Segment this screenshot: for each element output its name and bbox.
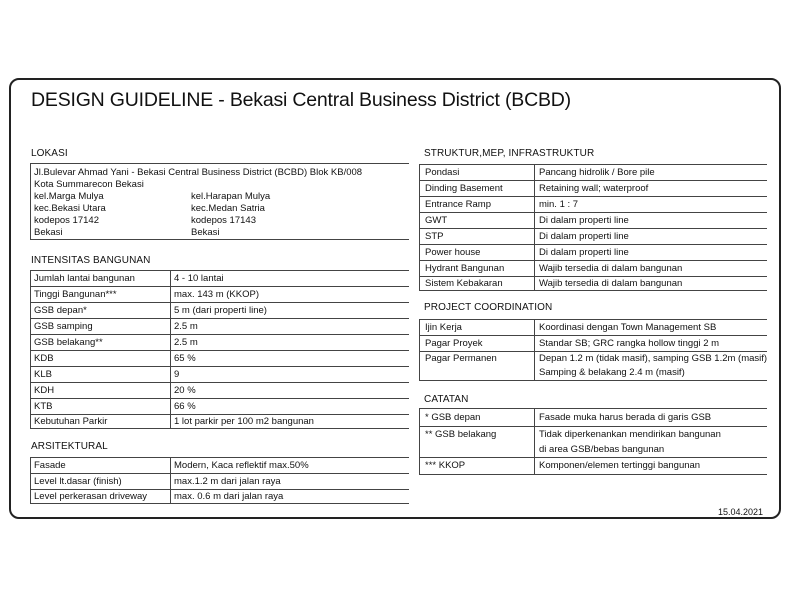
- table-cell-value: max.1.2 m dari jalan raya: [174, 476, 281, 487]
- table-cell-value: di area GSB/bebas bangunan: [539, 444, 665, 455]
- table-cell-label: Pagar Permanen: [425, 353, 497, 364]
- table-cell-label: KLB: [34, 369, 52, 380]
- table-cell-value: 2.5 m: [174, 337, 198, 348]
- table-cell-value: Komponen/elemen tertinggi bangunan: [539, 460, 701, 471]
- table-cell-value: max. 143 m (KKOP): [174, 289, 259, 300]
- table-cell-value: 1 lot parkir per 100 m2 bangunan: [174, 416, 314, 427]
- table-cell-label: Ijin Kerja: [425, 322, 462, 333]
- arsitektural-heading: ARSITEKTURAL: [31, 441, 108, 452]
- table-cell-value: Depan 1.2 m (tidak masif), samping GSB 1.2m (masif): [539, 353, 768, 364]
- table-cell-value: 65 %: [174, 353, 196, 364]
- project-heading: PROJECT COORDINATION: [424, 302, 553, 313]
- table-cell-label: Hydrant Bangunan: [425, 263, 505, 274]
- table-cell-label: Kebutuhan Parkir: [34, 416, 108, 427]
- table-cell-label: KDB: [34, 353, 54, 364]
- lokasi-left-line: kel.Marga Mulya: [34, 191, 104, 202]
- table-cell-value: 9: [174, 369, 180, 380]
- struktur-table: [419, 164, 767, 291]
- lokasi-left-line: kodepos 17142: [34, 215, 99, 226]
- table-cell-label: Pondasi: [425, 167, 460, 178]
- table-cell-label: Entrance Ramp: [425, 199, 492, 210]
- lokasi-right-line: kel.Harapan Mulya: [191, 191, 271, 202]
- lokasi-city-line: Kota Summarecon Bekasi: [34, 179, 144, 190]
- table-cell-label: *** KKOP: [425, 460, 466, 471]
- intensitas-table: [30, 270, 409, 429]
- lokasi-right-line: Bekasi: [191, 227, 220, 238]
- document-title: DESIGN GUIDELINE - Bekasi Central Business District (BCBD): [31, 89, 571, 111]
- table-cell-value: 66 %: [174, 401, 196, 412]
- table-cell-label: KTB: [34, 401, 53, 412]
- lokasi-heading: LOKASI: [31, 148, 68, 159]
- table-cell-label: Level lt.dasar (finish): [34, 476, 122, 487]
- table-cell-value: Standar SB; GRC rangka hollow tinggi 2 m: [539, 338, 720, 349]
- table-cell-value: 5 m (dari properti line): [174, 305, 267, 316]
- catatan-table: [419, 408, 767, 475]
- catatan-heading: CATATAN: [424, 394, 469, 405]
- table-cell-value: Fasade muka harus berada di garis GSB: [539, 412, 712, 423]
- table-cell-label: ** GSB belakang: [425, 429, 497, 440]
- intensitas-heading: INTENSITAS BANGUNAN: [31, 255, 151, 266]
- lokasi-right-line: kec.Medan Satria: [191, 203, 265, 214]
- table-cell-label: GSB belakang**: [34, 337, 103, 348]
- table-cell-value: Di dalam properti line: [539, 215, 629, 226]
- table-cell-value: Koordinasi dengan Town Management SB: [539, 322, 717, 333]
- lokasi-right-line: kodepos 17143: [191, 215, 256, 226]
- table-cell-value: 4 - 10 lantai: [174, 273, 224, 284]
- table-cell-value: min. 1 : 7: [539, 199, 579, 210]
- table-cell-label: GWT: [425, 215, 448, 226]
- table-cell-label: GSB samping: [34, 321, 93, 332]
- table-cell-label: * GSB depan: [425, 412, 481, 423]
- project-table: [419, 319, 767, 381]
- table-cell-label: Power house: [425, 247, 481, 258]
- document-date: 15.04.2021: [718, 507, 764, 517]
- arsitektural-table: [30, 457, 409, 504]
- table-cell-value: 20 %: [174, 385, 196, 396]
- table-cell-value: 2.5 m: [174, 321, 198, 332]
- table-cell-value: Tidak diperkenankan mendirikan bangunan: [539, 429, 721, 440]
- table-cell-label: Sistem Kebakaran: [425, 278, 503, 289]
- table-cell-value: Samping & belakang 2.4 m (masif): [539, 367, 685, 378]
- lokasi-left-line: kec.Bekasi Utara: [34, 203, 106, 214]
- table-cell-label: STP: [425, 231, 444, 242]
- table-cell-value: Wajib tersedia di dalam bangunan: [539, 278, 683, 289]
- table-cell-value: Di dalam properti line: [539, 247, 629, 258]
- table-cell-label: Level perkerasan driveway: [34, 491, 148, 502]
- lokasi-box: [30, 163, 409, 240]
- lokasi-address-line: Jl.Bulevar Ahmad Yani - Bekasi Central Business District (BCBD) Blok KB/008: [34, 167, 363, 178]
- table-cell-label: KDH: [34, 385, 55, 396]
- table-cell-value: Pancang hidrolik / Bore pile: [539, 167, 655, 178]
- table-cell-label: Dinding Basement: [425, 183, 503, 194]
- lokasi-left-line: Bekasi: [34, 227, 63, 238]
- table-cell-label: GSB depan*: [34, 305, 87, 316]
- table-cell-value: Modern, Kaca reflektif max.50%: [174, 460, 309, 471]
- table-cell-value: Wajib tersedia di dalam bangunan: [539, 263, 683, 274]
- table-cell-value: max. 0.6 m dari jalan raya: [174, 491, 284, 502]
- table-cell-label: Fasade: [34, 460, 66, 471]
- table-cell-label: Tinggi Bangunan***: [34, 289, 117, 300]
- table-cell-label: Jumlah lantai bangunan: [34, 273, 135, 284]
- table-cell-label: Pagar Proyek: [425, 338, 483, 349]
- table-cell-value: Retaining wall; waterproof: [539, 183, 649, 194]
- struktur-heading: STRUKTUR,MEP, INFRASTRUKTUR: [424, 148, 595, 159]
- table-cell-value: Di dalam properti line: [539, 231, 629, 242]
